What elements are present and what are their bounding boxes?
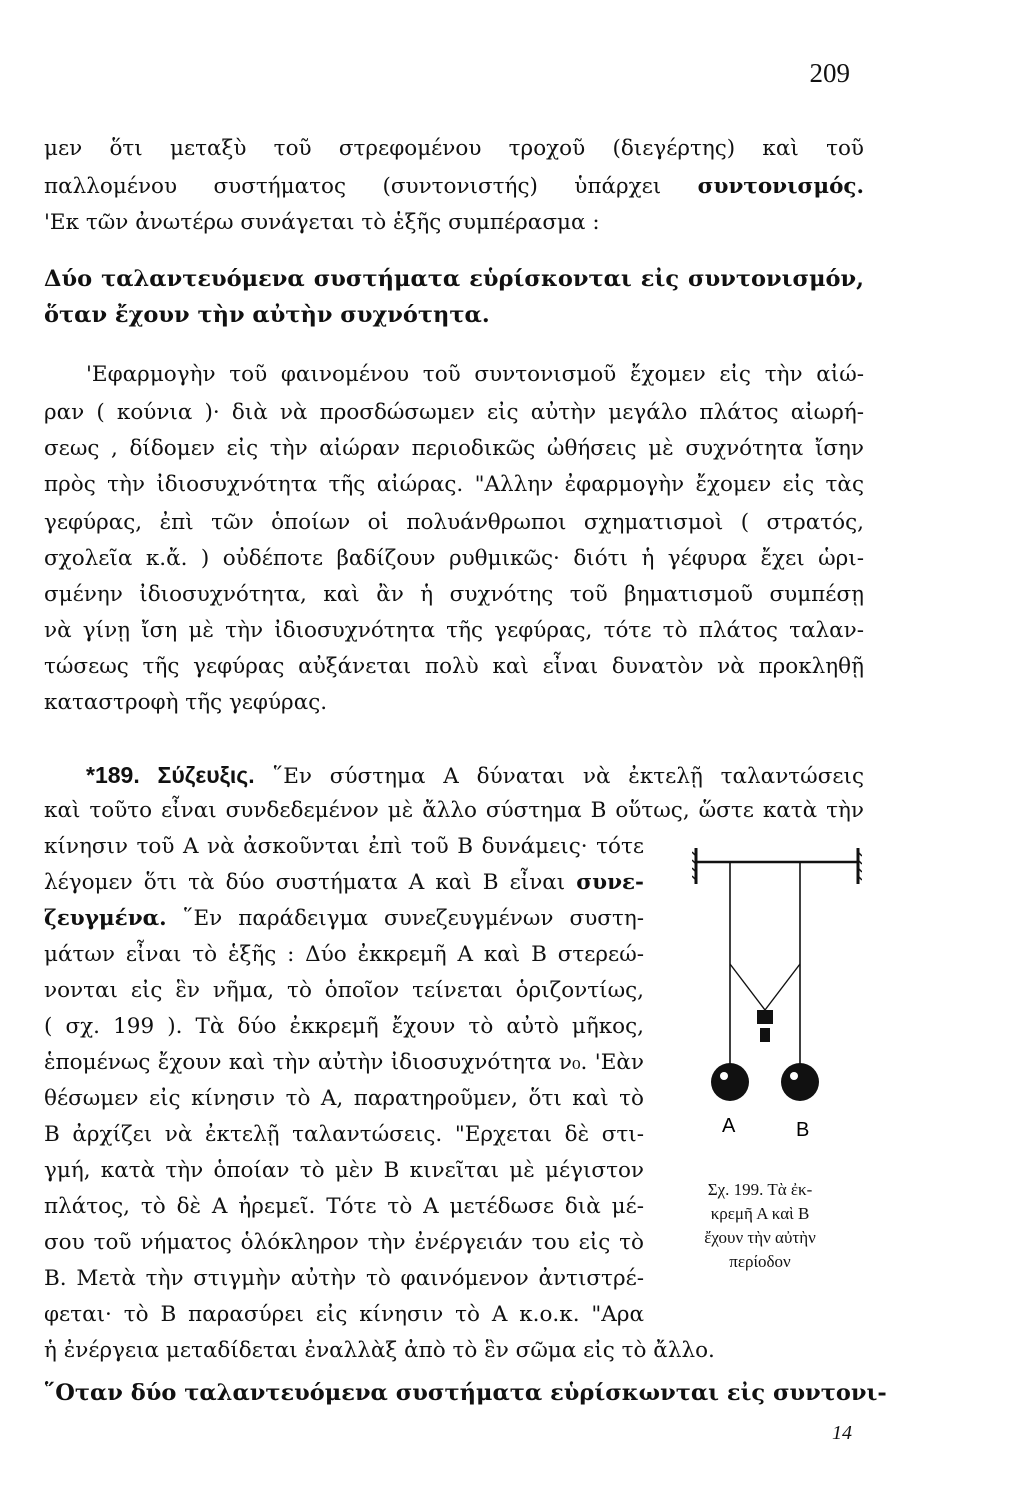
text-line: φεται· τὸ Β παρασύρει εἰς κίνησιν τὸ Α κ.ο.κ. "Αρα (44, 1302, 644, 1327)
text-line: πρὸς τὴν ἰδιοσυχνότητα τῆς αἰώρας. "Αλλην ἐφαρμογὴν ἔχομεν εἰς τὰς (44, 472, 864, 497)
text-line: σχολεῖα κ.ἄ. ) οὐδέποτε βαδίζουν ρυθμικῶς· διότι ἡ γέφυρα ἔχει ὡρι- (44, 546, 864, 571)
bold-term: συντονισμός. (697, 174, 864, 199)
bold-term: ζευγμένα. (44, 906, 167, 931)
text-line: ἑπομένως ἔχουν καὶ τὴν αὐτὴν ἰδιοσυχνότητα ν₀. 'Εὰν (44, 1050, 644, 1075)
text-line: μάτων εἶναι τὸ ἑξῆς : Δύο ἐκκρεμῆ Α καὶ Β στερεώ- (44, 942, 644, 967)
rule-line: ὅταν ἔχουν τὴν αὐτὴν συχνότητα. (44, 302, 490, 328)
bold-term: συνε- (576, 870, 644, 895)
section-number: *189. (86, 762, 140, 788)
text-fragment: λέγομεν ὅτι τὰ δύο συστήματα Α καὶ Β εἶναι (44, 870, 566, 895)
text-fragment: παλλομένου συστήματος (συντονιστής) ὑπάρχει (44, 174, 662, 199)
text-line: νονται εἰς ἓν νῆμα, τὸ ὁποῖον τείνεται ὁριζοντίως, (44, 978, 644, 1003)
ceiling-support-right (858, 848, 862, 884)
text-line: κίνησιν τοῦ Α νὰ ἀσκοῦνται ἐπὶ τοῦ Β δυνάμεις· τότε (44, 834, 644, 859)
text-line: Β ἀρχίζει νὰ ἐκτελῇ ταλαντώσεις. "Ερχεται δὲ στι- (44, 1122, 644, 1147)
text-line: 'Εφαρμογὴν τοῦ φαινομένου τοῦ συντονισμοῦ ἔχομεν εἰς τὴν αἰώ- (86, 362, 864, 387)
section-title: Σύζευξις. (157, 762, 255, 788)
caption-line: ἔχουν τὴν αὐτὴν (704, 1228, 816, 1247)
text-line (44, 170, 864, 204)
text-line: ( σχ. 199 ). Τὰ δύο ἐκκρεμῆ ἔχουν τὸ αὐτὸ μῆκος, (44, 1014, 644, 1039)
text-line: σου τοῦ νήματος ὁλόκληρον τὴν ἐνέργειάν του εἰς τὸ (44, 1230, 644, 1255)
label-a: A (722, 1115, 736, 1137)
signature-mark: 14 (832, 1422, 852, 1444)
page-number: 209 (809, 58, 850, 88)
text-line (44, 902, 644, 936)
text-fragment: ῞Εν σύστημα Α δύναται νὰ ἐκτελῇ ταλαντώσεις (272, 764, 864, 789)
text-line: ἡ ἐνέργεια μεταδίδεται ἐναλλὰξ ἀπὸ τὸ ἓν σῶμα εἰς τὸ ἄλλο. (44, 1338, 715, 1363)
text-line: τώσεως τῆς γεφύρας αὐξάνεται πολὺ καὶ εἶναι δυνατὸν νὰ προκληθῇ (44, 654, 864, 679)
label-b: B (796, 1119, 810, 1141)
text-line: γεφύρας, ἐπὶ τῶν ὁποίων οἱ πολυάνθρωποι σχηματισμοὶ ( στρατός, (44, 510, 864, 535)
pendulum-a-bob (711, 1063, 749, 1101)
text-line: μεν ὅτι μεταξὺ τοῦ στρεφομένου τροχοῦ (διεγέρτης) καὶ τοῦ (44, 136, 864, 161)
text-line: πλάτος, τὸ δὲ Α ἠρεμεῖ. Τότε τὸ Α μετέδωσε διὰ μέ- (44, 1194, 644, 1219)
text-line: θέσωμεν εἰς κίνησιν τὸ Α, παρατηροῦμεν, ὅτι καὶ τὸ (44, 1086, 644, 1111)
bob-highlight (790, 1072, 798, 1080)
rule-line: ῞Οταν δύο ταλαντευόμενα συστήματα εὑρίσκωνται εἰς συντονι- (44, 1380, 887, 1406)
caption-line: περίοδον (729, 1252, 791, 1271)
text-line: σεως , δίδομεν εἰς τὴν αἰώραν περιοδικῶς ὠθήσεις μὲ συχνότητα ἴσην (44, 436, 864, 461)
caption-line: κρεμῆ Α καὶ Β (710, 1204, 810, 1223)
text-line (44, 866, 644, 900)
text-line: 'Εκ τῶν ἀνωτέρω συνάγεται τὸ ἑξῆς συμπέρασμα : (44, 210, 600, 235)
coupling-string-left (730, 964, 765, 1010)
text-line: σμένην ἰδιοσυχνότητα, καὶ ἂν ἡ συχνότης τοῦ βηματισμοῦ συμπέσῃ (44, 582, 864, 607)
text-fragment: ῞Εν παράδειγμα συνεζευγμένων συστη- (182, 906, 644, 931)
coupling-weight-lower (760, 1028, 770, 1042)
pendulum-b-bob (781, 1063, 819, 1101)
text-line: νὰ γίνῃ ἴση μὲ τὴν ἰδιοσυχνότητα τῆς γεφύρας, τότε τὸ πλάτος ταλαν- (44, 618, 864, 643)
section-heading-line (86, 758, 864, 794)
text-line: καὶ τοῦτο εἶναι συνδεδεμένον μὲ ἄλλο σύστημα Β οὕτως, ὥστε κατὰ τὴν (44, 798, 864, 823)
rule-line: Δύο ταλαντευόμενα συστήματα εὑρίσκονται εἰς συντονισμόν, (44, 266, 864, 292)
text-line: ραν ( κούνια )· διὰ νὰ προσδώσωμεν εἰς αὐτὴν μεγάλο πλάτος αἰωρή- (44, 400, 864, 425)
ceiling-support-left (692, 848, 696, 884)
coupled-pendulums-figure (692, 842, 862, 1162)
text-line: Β. Μετὰ τὴν στιγμὴν αὐτὴν τὸ φαινόμενον ἀντιστρέ- (44, 1266, 644, 1291)
coupling-weight (757, 1010, 773, 1024)
text-line: καταστροφὴ τῆς γεφύρας. (44, 690, 328, 715)
text-line: γμή, κατὰ τὴν ὁποίαν τὸ μὲν Β κινεῖται μὲ μέγιστον (44, 1158, 644, 1183)
figure-caption (660, 1178, 860, 1274)
coupling-string-right (765, 964, 800, 1010)
caption-line: Σχ. 199. Τὰ ἐκ- (707, 1180, 813, 1199)
bob-highlight (720, 1072, 728, 1080)
pendulum-diagram (692, 842, 862, 1162)
